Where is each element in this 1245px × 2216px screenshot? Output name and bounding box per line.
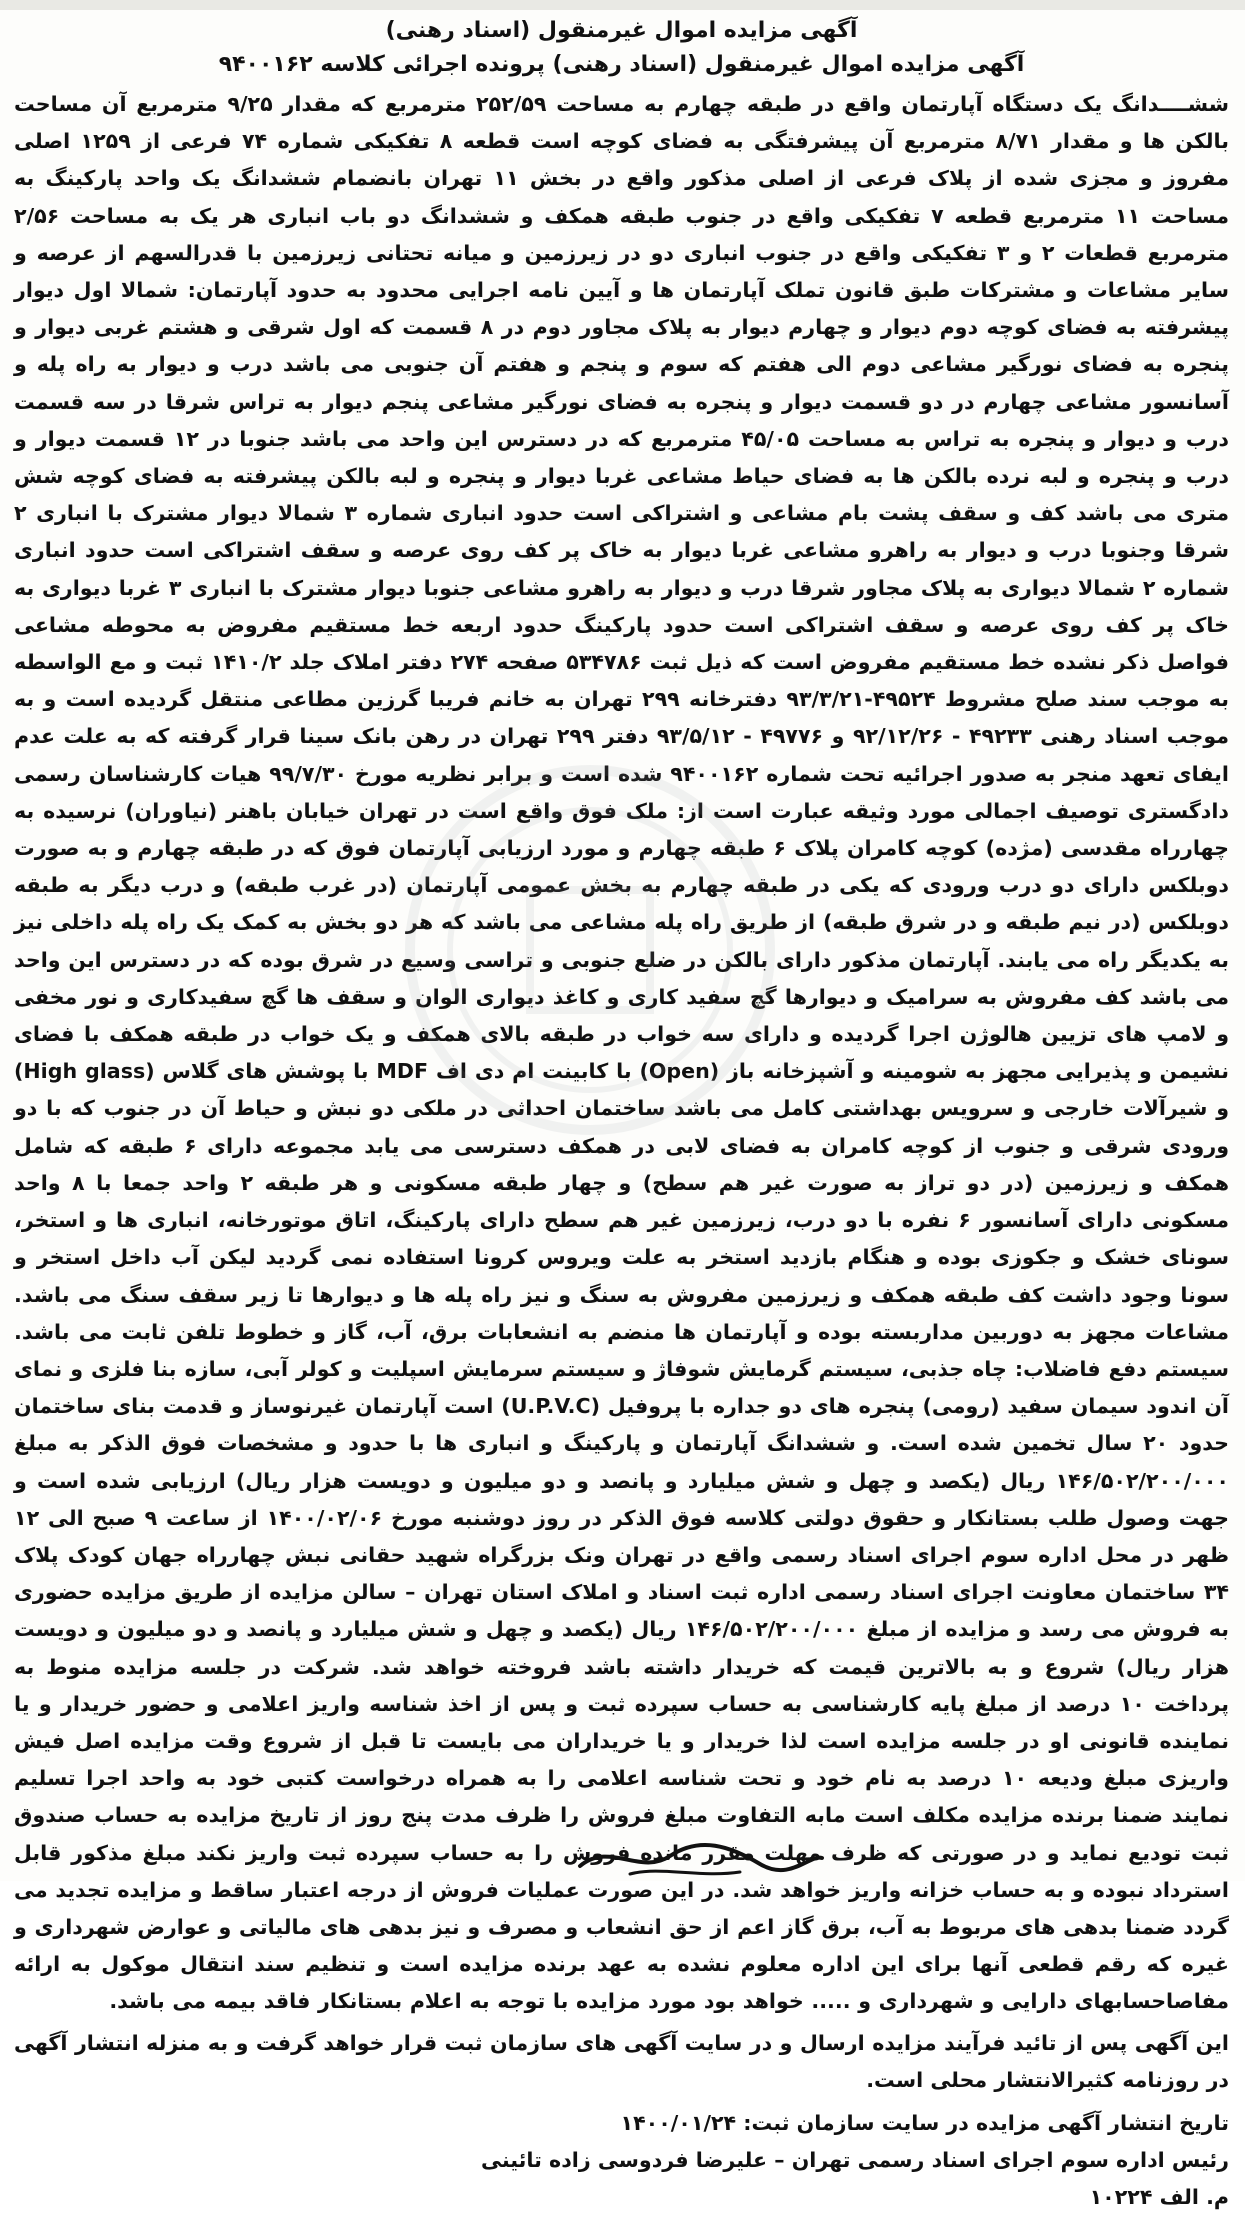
- notice-title: آگهی مزایده اموال غیرمنقول (اسناد رهنی): [385, 18, 858, 43]
- notice-closing: این آگهی پس از تائید فرآیند مزایده ارسال و در سایت آگهی های سازمان ثبت قرار خواهد گرفت و به منزله انتشار آگهی در روزنامه کثیرالانتشار محلی است.: [14, 2030, 1229, 2092]
- auction-notice: [14, 14, 1229, 2216]
- clipping-top-edge: [0, 0, 1245, 10]
- publish-date: تاریخ انتشار آگهی مزایده در سایت سازمان ثبت: ۱۴۰۰/۰۱/۲۴: [620, 2110, 1229, 2135]
- signatory-line: رئیس اداره سوم اجرای اسناد رسمی تهران – علیرضا فردوسی زاده تائینی: [481, 2147, 1229, 2172]
- notice-subtitle: آگهی مزایده اموال غیرمنقول (اسناد رهنی) پرونده اجرائی کلاسه ۹۴۰۰۱۶۲: [218, 52, 1025, 77]
- notice-body: ششــــدانگ یک دستگاه آپارتمان واقع در طبقه چهارم به مساحت ۲۵۲/۵۹ مترمربع که مقدار ۹/۲۵ مترمربع آن مساحت بالکن ها و مقدار ۸/۷۱ مترمربع آن پیشرفتگی به فضای کوچه است قطعه ۸ تفکیکی شماره ۷۴ فرعی از ۱۲۵۹ اصلی مفروز و مجزی شده از پلاک فرعی از اصلی مذکور واقع در بخش ۱۱ تهران بانضمام ششدانگ یک واحد پارکینگ به مساحت ۱۱ مترمربع قطعه ۷ تفکیکی واقع در جنوب طبقه همکف و ششدانگ دو باب انباری هر یک به مساحت ۲/۵۶ مترمربع قطعات ۲ و ۳ تفکیکی واقع در جنوب انباری دو در زیرزمین و میانه تحتانی زیرزمین با قدرالسهم از عرصه و سایر مشاعات و مشترکات طبق قانون تملک آپارتمان ها و آیین نامه اجرایی محدود به حدود آپارتمان: شمالا اول دیوار پیشرفته به فضای کوچه دوم دیوار و چهارم دیوار به پلاک مجاور دوم در ۸ قسمت که اول شرقی و هشتم غربی دیوار و پنجره به فضای نورگیر مشاعی دوم الی هفتم که سوم و پنجم و هفتم آن جنوبی می باشد درب و دیوار به راه پله و آسانسور مشاعی چهارم در دو قسمت دیوار و پنجره به فضای نورگیر مشاعی پنجم دیوار به تراس شرقا در سه قسمت درب و دیوار و پنجره به تراس به مساحت ۴۵/۰۵ مترمربع که در دسترس این واحد می باشد جنوبا در ۱۲ قسمت دیوار و درب و پنجره و لبه نرده بالکن ها به فضای حیاط مشاعی غربا دیوار و پنجره و لبه بالکن پیشرفته به فضای کوچه شش متری می باشد کف و سقف پشت بام مشاعی و اشتراکی است حدود انباری شماره ۳ شمالا دیوار مشترک با انباری ۲ شرقا وجنوبا درب و دیوار به راهرو مشاعی غربا دیوار به خاک پر کف روی عرصه و سقف اشتراکی است حدود انباری شماره ۲ شمالا دیواری به پلاک مجاور شرقا درب و دیوار به راهرو مشاعی جنوبا دیوار مشترک با انباری ۳ غربا دیواری به خاک پر کف روی عرصه و سقف اشتراکی است حدود پارکینگ حدود اربعه خط مستقیم مفروض به محوطه مشاعی فواصل ذکر نشده خط مستقیم مفروض است که ذیل ثبت ۵۳۴۷۸۶ صفحه ۲۷۴ دفتر املاک جلد ۱۴۱۰/۲ ثبت و مع الواسطه به موجب سند صلح مشروط ۴۹۵۲۴-۹۳/۳/۲۱ دفترخانه ۲۹۹ تهران به خانم فریبا گرزین مطاعی منتقل گردیده است و به موجب اسناد رهنی ۴۹۲۳۳ - ۹۲/۱۲/۲۶ و ۴۹۷۷۶ - ۹۳/۵/۱۲ دفتر ۲۹۹ تهران در رهن بانک سینا قرار گرفته که به علت عدم ایفای تعهد منجر به صدور اجرائیه تحت شماره ۹۴۰۰۱۶۲ شده است و برابر نظریه مورخ ۹۹/۷/۳۰ هیات کارشناسان رسمی دادگستری توصیف اجمالی مورد وثیقه عبارت است از: ملک فوق واقع است در تهران خیابان باهنر (نیاوران) نرسیده به چهارراه مقدسی (مژده) کوچه کامران پلاک ۶ طبقه چهارم و مورد ارزیابی آپارتمان فوق که در طبقه چهارم و به صورت دوبلکس دارای دو درب ورودی که یکی در طبقه چهارم به بخش عمومی آپارتمان (در غرب طبقه) و درب دیگر به طبقه دوبلکس (در نیم طبقه و در شرق طبقه) از طریق راه پله مشاعی می باشد که هر دو بخش به کمک یک راه پله داخلی نیز به یکدیگر راه می یابند. آپارتمان مذکور دارای بالکن در ضلع جنوبی و تراسی وسیع در شرق بوده که در دسترس این واحد می باشد کف مفروش به سرامیک و دیوارها گچ سفید کاری و کاغذ دیواری الوان و سقف ها گچ سفیدکاری و نور مخفی و لامپ های تزیین هالوژن اجرا گردیده و دارای سه خواب در طبقه بالای همکف و یک خواب در طبقه همکف با فضای نشیمن و پذیرایی مجهز به شومینه و آشپزخانه باز (Open) با کابینت ام دی اف MDF با پوشش های گلاس (High glass) و شیرآلات خارجی و سرویس بهداشتی کامل می باشد ساختمان احداثی در ملکی دو نبش و حیاط آن در جنوب که با دو ورودی شرقی و جنوب از کوچه کامران به فضای لابی در همکف دسترسی می یابد مجموعه دارای ۶ طبقه که شامل همکف و زیرزمین (در دو تراز به صورت غیر هم سطح) و چهار طبقه مسکونی و هر طبقه ۲ واحد جمعا با ۸ واحد مسکونی دارای آسانسور ۶ نفره با دو درب، زیرزمین غیر هم سطح دارای پارکینگ، اتاق موتورخانه، انباری ها و استخر، سونای خشک و جکوزی بوده و هنگام بازدید استخر به علت ویروس کرونا استفاده نمی گردید لیکن آب داخل استخر و سونا وجود داشت کف طبقه همکف و زیرزمین مفروش به سنگ و نیز راه پله ها و دیوارها تا زیر سقف سنگ می باشد. مشاعات مجهز به دوربین مداربسته بوده و آپارتمان ها منضم به انشعابات برق، آب، گاز و خطوط تلفن ثابت می باشد. سیستم دفع فاضلاب: چاه جذبی، سیستم گرمایش شوفاژ و سیستم سرمایش اسپلیت و کولر آبی، سازه بنا فلزی و نمای آن اندود سیمان سفید (رومی) پنجره های دو جداره با پروفیل (U.P.V.C) است آپارتمان غیرنوساز و قدمت بنای ساختمان حدود ۲۰ سال تخمین شده است. و ششدانگ آپارتمان و پارکینگ و انباری ها با حدود و مشخصات فوق الذکر به مبلغ ۱۴۶/۵۰۲/۲۰۰/۰۰۰ ریال (یکصد و چهل و شش میلیارد و پانصد و دو میلیون و دویست هزار ریال) ارزیابی شده است و جهت وصول طلب بستانکار و حقوق دولتی کلاسه فوق الذکر در روز دوشنبه مورخ ۱۴۰۰/۰۲/۰۶ از ساعت ۹ صبح الی ۱۲ ظهر در محل اداره سوم اجرای اسناد رسمی واقع در تهران ونک بزرگراه شهید حقانی نبش چهارراه جهان کودک پلاک ۳۴ ساختمان معاونت اجرای اسناد رسمی اداره ثبت اسناد و املاک استان تهران – سالن مزایده از طریق مزایده حضوری به فروش می رسد و مزایده از مبلغ ۱۴۶/۵۰۲/۲۰۰/۰۰۰ ریال (یکصد و چهل و شش میلیارد و پانصد و دو میلیون و دویست هزار ریال) شروع و به بالاترین قیمت که خریدار داشته باشد فروخته خواهد شد. شرکت در جلسه مزایده منوط به پرداخت ۱۰ درصد از مبلغ پایه کارشناسی به حساب سپرده ثبت و پس از اخذ شناسه واریز اعلامی و حضور خریدار و یا نماینده قانونی او در جلسه مزایده است لذا خریدار و یا خریداران می بایست تا قبل از شروع وقت مزایده اصل فیش واریزی مبلغ ودیعه ۱۰ درصد به نام خود و تحت شناسه اعلامی را به همراه درخواست کتبی خود به واحد اجرا تسلیم نمایند ضمنا برنده مزایده مکلف است مابه التفاوت مبلغ فروش را ظرف مدت پنج روز از تاریخ مزایده به حساب صندوق ثبت تودیع نماید و در صورتی که ظرف مهلت مقرر مانده فروش را به حساب سپرده ثبت واریز نکند مبلغ مذکور قابل استرداد نبوده و به حساب خزانه واریز خواهد شد. در این صورت عملیات فروش از درجه اعتبار ساقط و مزایده تجدید می گردد ضمنا بدهی های مربوط به آب، برق گاز اعم از حق انشعاب و مصرف و نیز بدهی های مالیاتی و عوارض شهرداری و غیره که رقم قطعی آنها برای این اداره معلوم نشده به عهد برنده مزایده است و تنظیم سند انتقال موکول به ارائه مفاصاحسابهای دارایی و شهرداری و ..... خواهد بود مورد مزایده با توجه به اعلام بستانکار فاقد بیمه می باشد.: [14, 92, 1230, 2014]
- handwritten-signature-icon: [570, 1836, 830, 1881]
- reference-code: م. الف ۱۰۲۲۴: [1089, 2184, 1229, 2209]
